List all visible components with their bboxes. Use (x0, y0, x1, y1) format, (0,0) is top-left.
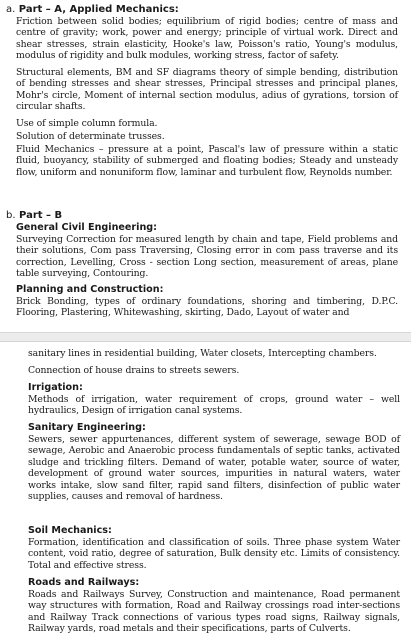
part-a-paragraph-1: Friction between solid bodies; equilibrium of rigid bodies; centre of mass and centre of gravity; work, power and energy; principle of virtual work. Direct and shear stresses, strain elasticity, Hooke's law, Poisson's ratio, Young's modulus, modulus of rigidity and bulk modules, working stress, factor of safety. (16, 16, 398, 62)
part-b-heading (6, 210, 62, 222)
part-a-title: Part – A, Applied Mechanics: (18, 4, 179, 15)
roads-railways-text: Roads and Railways Survey, Construction and maintenance, Road permanent way structures with formation, Road and Railway crossings road inter-sections and Railway Track connections of various types road signs, Railway signals, Railway yards, road metals and their specifications, parts of Culverts. (28, 589, 400, 635)
part-a-letter: a. (6, 4, 16, 15)
part-a-paragraph-3: Use of simple column formula. (16, 118, 158, 129)
irrigation-text: Methods of irrigation, water requirement of crops, ground water – well hydraulics, Design of irrigation canal systems. (28, 394, 400, 417)
part-a-paragraph-2: Structural elements, BM and SF diagrams theory of simple bending, distribution of bending stresses and shear stresses, Principal stresses and principal planes, Mohr's circle, Moment of internal section modulus, adius of gyrations, torsion of circular shafts. (16, 67, 398, 113)
soil-mechanics-text: Formation, identification and classification of soils. Three phase system Water content, void ratio, degree of saturation, Bulk density etc. Limits of consistency. Total and effective stress. (28, 537, 400, 571)
part-b-title: Part – B (19, 210, 63, 221)
general-civil-heading: General Civil Engineering: (16, 222, 157, 233)
planning-construction-heading: Planning and Construction: (16, 284, 164, 295)
continued-line-1: sanitary lines in residential building, Water closets, Intercepting chambers. (28, 348, 377, 359)
general-civil-text: Surveying Correction for measured length by chain and tape, Field problems and their solutions, Com pass Traversing, Closing error in com pass traverse and its correction, Levelling, Cross - section Long section, measurement of areas, plane table surveying, Contouring. (16, 234, 398, 280)
page-bottom (0, 342, 411, 640)
sanitary-engineering-heading: Sanitary Engineering: (28, 422, 146, 433)
part-b-letter: b. (6, 210, 16, 221)
roads-railways-heading: Roads and Railways: (28, 577, 140, 588)
part-a-heading (6, 4, 179, 16)
continued-line-2: Connection of house drains to streets sewers. (28, 365, 240, 376)
irrigation-heading: Irrigation: (28, 382, 83, 393)
part-a-paragraph-5: Fluid Mechanics – pressure at a point, Pascal's law of pressure within a static fluid, buoyancy, stability of submerged and floating bodies; Steady and unsteady flow, uniform and nonuniform flow, laminar and turbulent flow, Reynolds number. (16, 144, 398, 178)
part-a-paragraph-4: Solution of determinate trusses. (16, 131, 165, 142)
page-break-divider (0, 332, 411, 342)
sanitary-engineering-text: Sewers, sewer appurtenances, different system of sewerage, sewage BOD of sewage, Aerobic and Anaerobic process fundamentals of septic tanks, activated sludge and trickling filters. Demand of water, potable water, source of water, development of ground water sources, impurities in natural waters, water works intake, slow sand filter, rapid sand filters, disinfection of public water supplies, causes and removal of hardness. (28, 434, 400, 503)
planning-construction-text: Brick Bonding, types of ordinary foundations, shoring and timbering, D.P.C. Flooring, Plastering, Whitewashing, skirting, Dado, Layout of water and (16, 296, 398, 319)
soil-mechanics-heading: Soil Mechanics: (28, 525, 112, 536)
